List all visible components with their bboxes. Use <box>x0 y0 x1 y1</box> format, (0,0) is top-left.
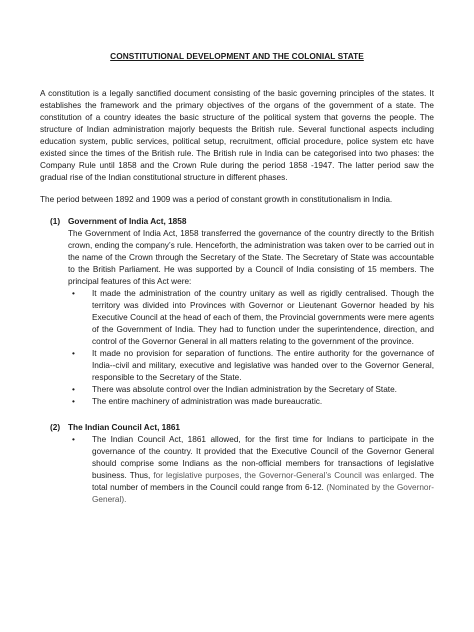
section-number: (2) <box>50 423 61 432</box>
period-paragraph: The period between 1892 and 1909 was a period of constant growth in constitutionalism in India. <box>40 195 393 204</box>
bullet-icon: • <box>72 385 75 394</box>
intro-paragraph: A constitution is a legally sanctified document consisting of the basic governing principles of the states. It establishes the framework and the primary objectives of the organs of the government of a state. The constitution of a country ideates the basic structure of the political system that governs the people. The structure of Indian administration majorly bequests the British rule. Several functional aspects including education system, public services, political setup, recruitment, official procedure, police system etc have existed since the times of the British rule. The British rule in India can be categorised into two phases: the Company Rule until 1858 and the Crown Rule during the period 1858 -1947. The latter period saw the gradual rise of the Indian constitutional structure in different phases. <box>40 89 434 182</box>
section-title: The Indian Council Act, 1861 <box>68 423 181 432</box>
bullet-icon: • <box>72 397 75 406</box>
section-body: The Government of India Act, 1858 transferred the governance of the country directly to the British crown, ending the company’s rule. Henceforth, the administration was taken over to be carried out in the name of the Crown through the Secretary of the State. The Secretary of State was accountable to the British Parliament. He was supported by a Council of India consisting of 15 members. The principal features of this Act were: <box>68 229 434 286</box>
list-item-text-grey: for legislative purposes, the Governor-General’s Council was enlarged. <box>153 471 417 480</box>
section-heading <box>50 216 434 228</box>
list-item <box>68 288 434 348</box>
list-item-text-grey: (Nominated by the Governor-General). <box>92 483 434 504</box>
list-item-text: It made no provision for separation of functions. The entire authority for the governance of India--civil and military, executive and legislative was handed over to the Governor General, responsible to the Secretary of the State. <box>92 349 434 382</box>
list-item-text: The Indian Council Act, 1861 allowed, for the first time for Indians to participate in the governance of the country. It provided that the Executive Council of the Governor General should comprise some Indians as the non-official members for transactions of legislative business. Thus, <box>92 435 434 480</box>
list-item-text: It made the administration of the country unitary as well as rigidly centralised. Though the territory was divided into Provinces with Governor or Lieutenant Governor headed by his Executive Council at the head of each of them, the Provincial governments were mere agents of the Government of India. They had to function under the superintendence, direction, and control of the Governor General in all matters relating to the government of the province. <box>92 289 434 346</box>
bullet-icon: • <box>72 435 75 444</box>
document-title: CONSTITUTIONAL DEVELOPMENT AND THE COLONIAL STATE <box>110 51 364 61</box>
section-government-of-india-act <box>40 216 434 408</box>
section-indian-council-act <box>40 422 434 506</box>
list-item <box>68 396 434 408</box>
bullet-icon: • <box>72 349 75 358</box>
bullet-list <box>50 288 434 408</box>
section-number: (1) <box>50 217 61 226</box>
list-item-text: The entire machinery of administration was made bureaucratic. <box>92 397 323 406</box>
section-title: Government of India Act, 1858 <box>68 217 187 226</box>
list-item <box>68 434 434 506</box>
bullet-icon: • <box>72 289 75 298</box>
list-item-text: The total number of members in the Council could range from 6-12. <box>92 471 435 492</box>
list-item <box>68 348 434 384</box>
section-heading <box>50 422 434 434</box>
bullet-list <box>50 434 434 506</box>
list-item <box>68 384 434 396</box>
list-item-text: There was absolute control over the Indian administration by the Secretary of State. <box>92 385 397 394</box>
